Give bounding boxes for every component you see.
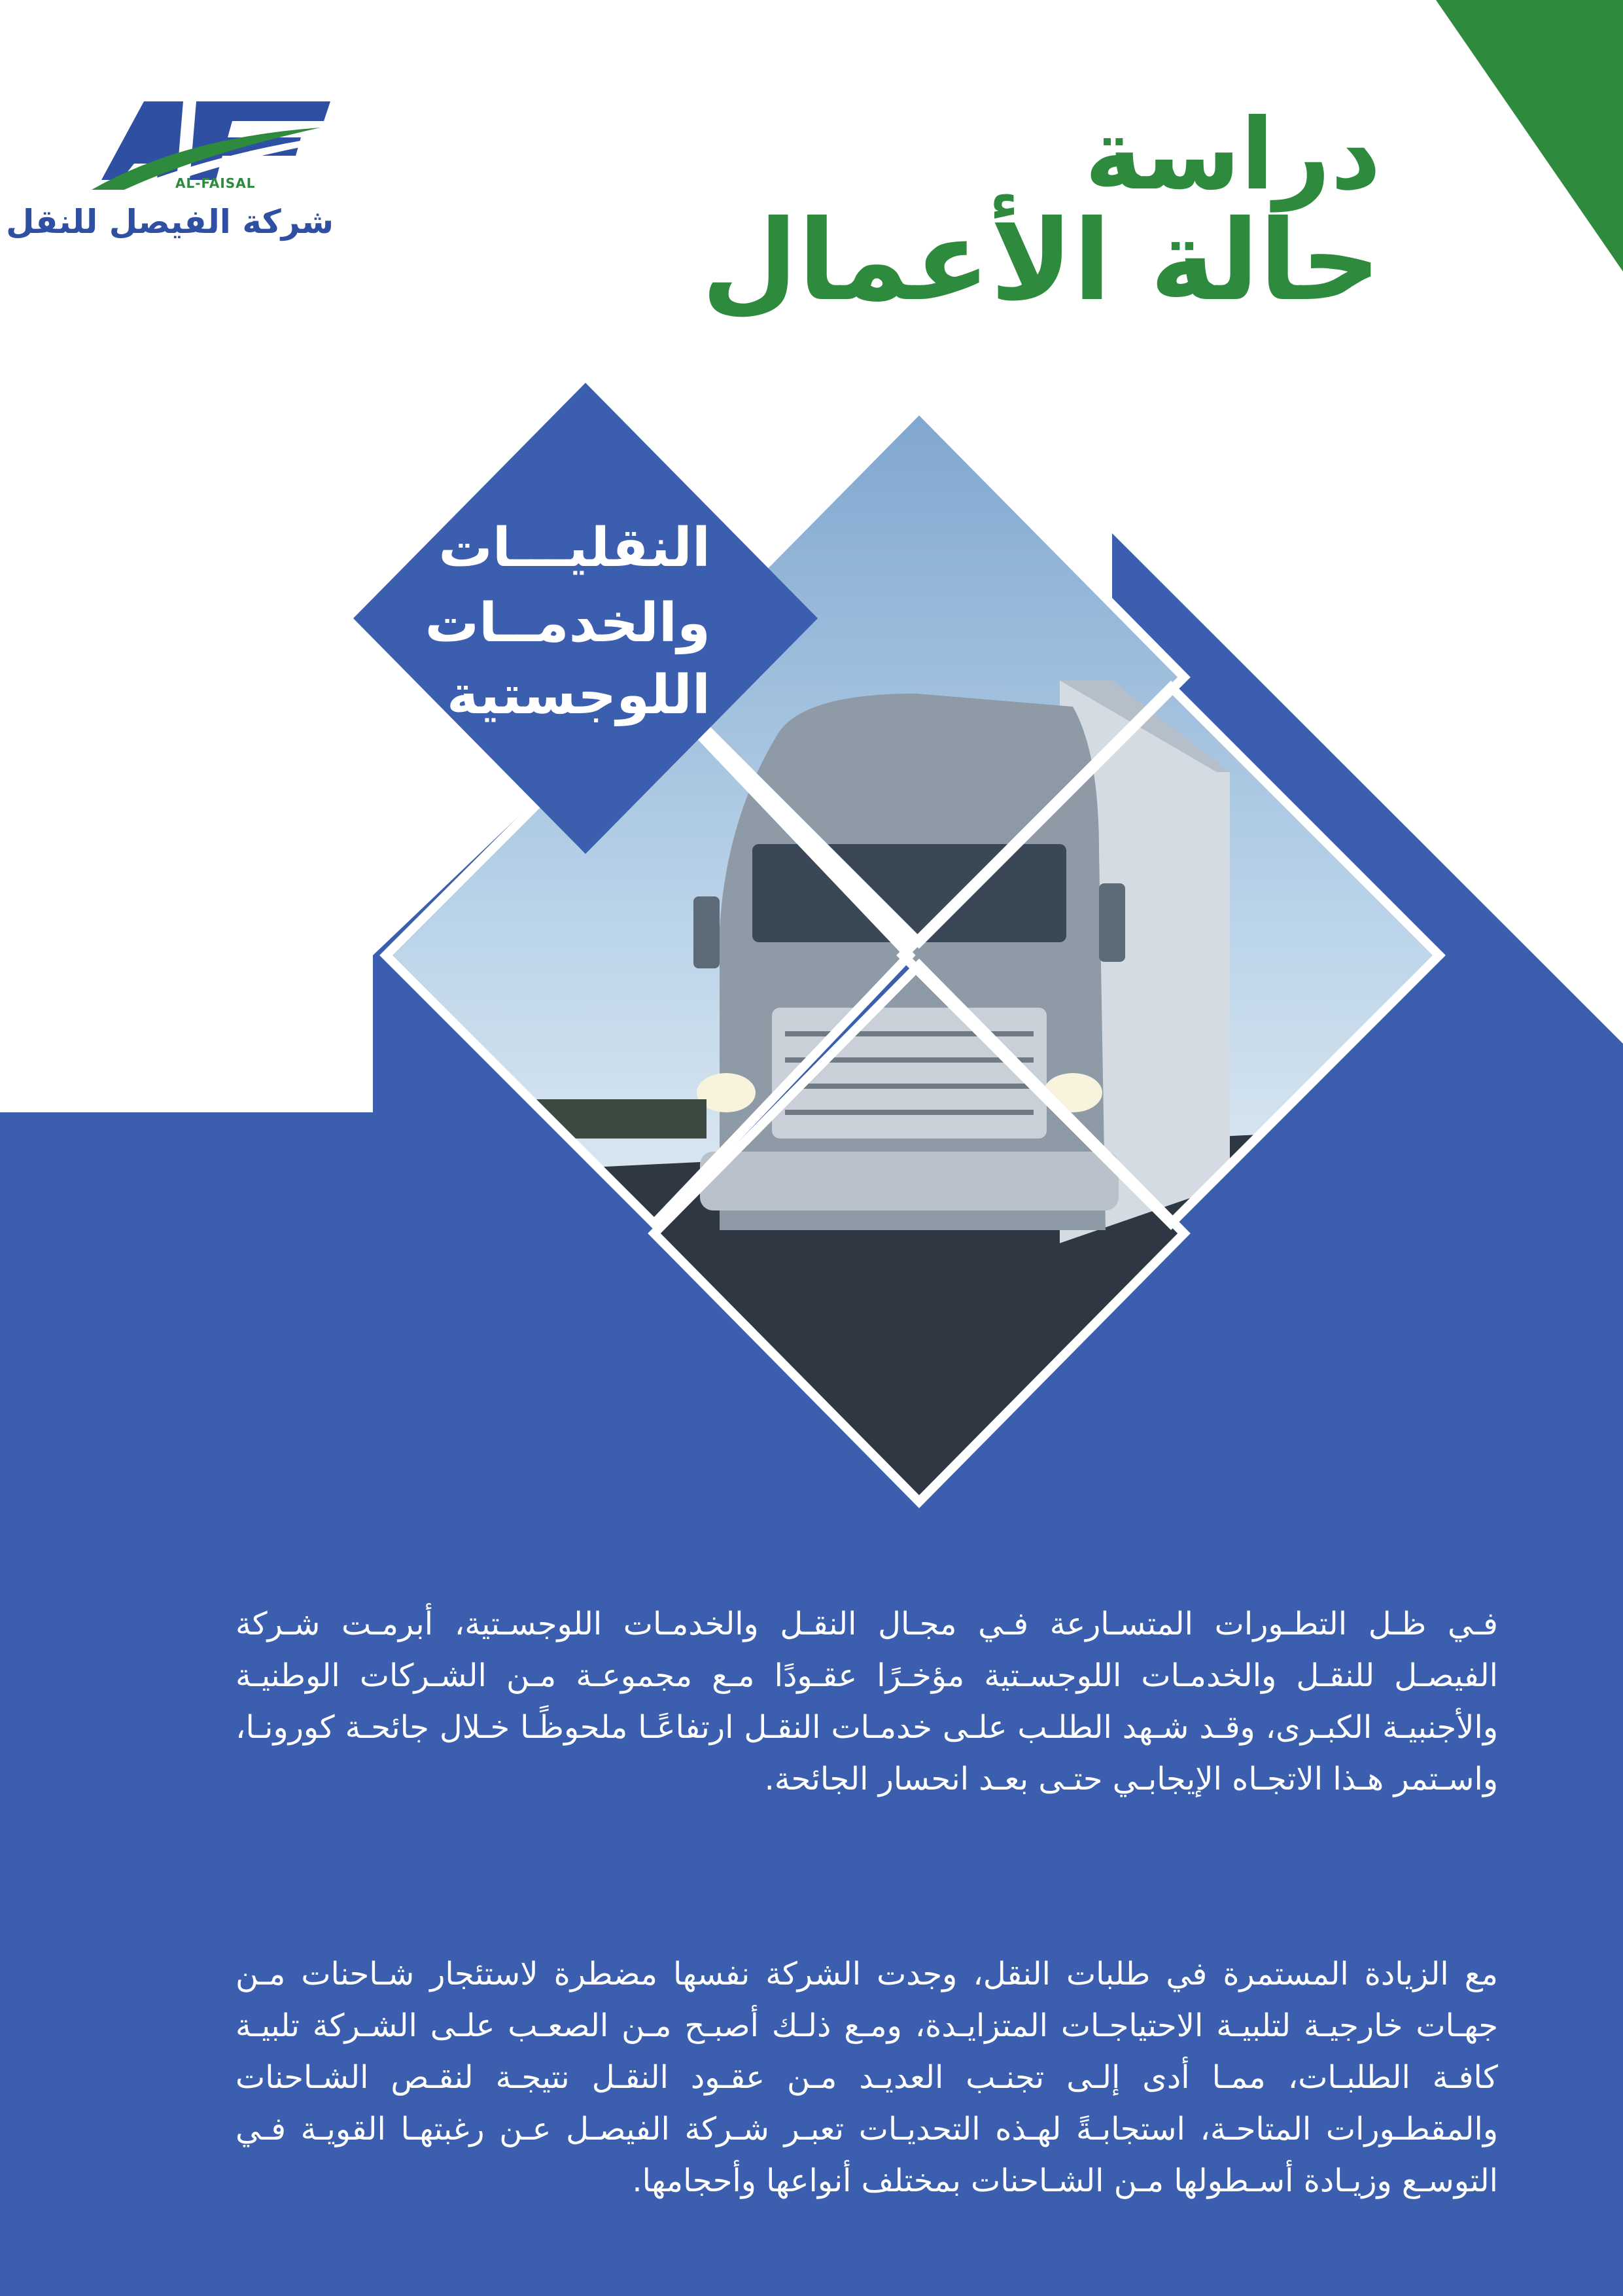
corner-triangle (1436, 0, 1623, 272)
logo-arabic-name: شركة الفيصل للنقل (6, 203, 334, 241)
logo-english-name: AL-FAISAL (175, 175, 256, 191)
page-title-line1: دراسة (1084, 98, 1381, 212)
body-paragraph-1: فـي ظـل التطـورات المتسـارعة فـي مجـال النقـل والخدمـات اللوجسـتية، أبرمـت شـركة الفيصـل للنقـل والخدمـات اللوجسـتية مؤخـرًا عقـودًا مـع مجموعـة مـن الشـركات الوطنيـة والأجنبيـة الكبـرى، وقـد شـهد الطلـب علـى خدمـات النقـل ارتفاعًـا ملحوظًـا خـلال جائحـة كورونـا، واسـتمر هـذا الاتجـاه الإيجابـي حتـى بعـد انحسار الجائحة. (236, 1606, 1498, 1797)
body-paragraph-2: مع الزيادة المستمرة في طلبات النقل، وجدت الشركة نفسها مضطرة لاستئجار شـاحنات مـن جهـات خارجيـة لتلبيـة الاحتياجـات المتزايـدة، ومـع ذلـك أصبـح مـن الصعـب علـى الشـركة تلبيـة كافـة الطلبـات، ممـا أدى إلـى تجنـب العديـد مـن عقـود النقـل نتيجـة لنقـص الشـاحنات والمقطـورات المتاحـة، استجابـةً لهـذه التحديـات تعبـر شـركة الفيصـل عـن رغبتهـا القويـة فـي التوسـع وزيـادة أسـطولها مـن الشـاحنات بمختلف أنواعها وأحجامها. (236, 1956, 1498, 2199)
section-label-line3: اللوجستية (447, 664, 710, 726)
section-label-line2: والخدمــات (425, 592, 710, 654)
page-title-line2: حالة الأعمال (701, 196, 1381, 326)
company-logo (6, 92, 334, 262)
section-label-line1: النقليـــات (438, 517, 710, 579)
